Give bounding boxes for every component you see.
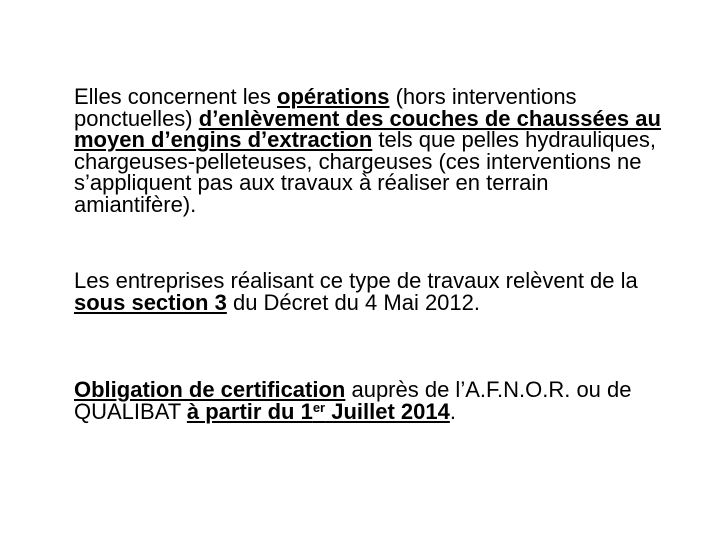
paragraph-companies xyxy=(74,270,674,313)
obligation-emphasis: Obligation de certification xyxy=(74,377,346,402)
date-start: à partir du 1 xyxy=(186,398,313,424)
operations-emphasis: opérations xyxy=(277,84,390,109)
p1-text-after: tels que pelles hydrauliques, chargeuses-pelleteuses, chargeuses (ces interventions ne s’appliquent pas aux travaux à réaliser en terrain amiantifère). xyxy=(74,127,657,217)
date-emphasis xyxy=(187,399,450,424)
p3-text-mid: auprès de l’A.F.N.O.R. ou de QUALIBAT xyxy=(74,377,632,424)
date-superscript: er xyxy=(312,399,326,415)
date-end: Juillet 2014 xyxy=(325,398,450,424)
p1-text-before: Elles concernent les xyxy=(74,84,277,109)
p2-text-before: Les entreprises réalisant ce type de travaux relèvent de la xyxy=(74,268,638,293)
removal-emphasis: d’enlèvement des couches de chaussées au moyen d’engins d’extraction xyxy=(74,105,661,152)
paragraph-certification xyxy=(74,379,674,422)
p1-text-mid: (hors interventions ponctuelles) xyxy=(74,84,577,131)
p2-text-after: du Décret du 4 Mai 2012. xyxy=(226,289,480,315)
p3-text-end: . xyxy=(449,398,456,424)
section-emphasis: sous section 3 xyxy=(74,289,227,315)
paragraph-operations xyxy=(74,86,674,215)
